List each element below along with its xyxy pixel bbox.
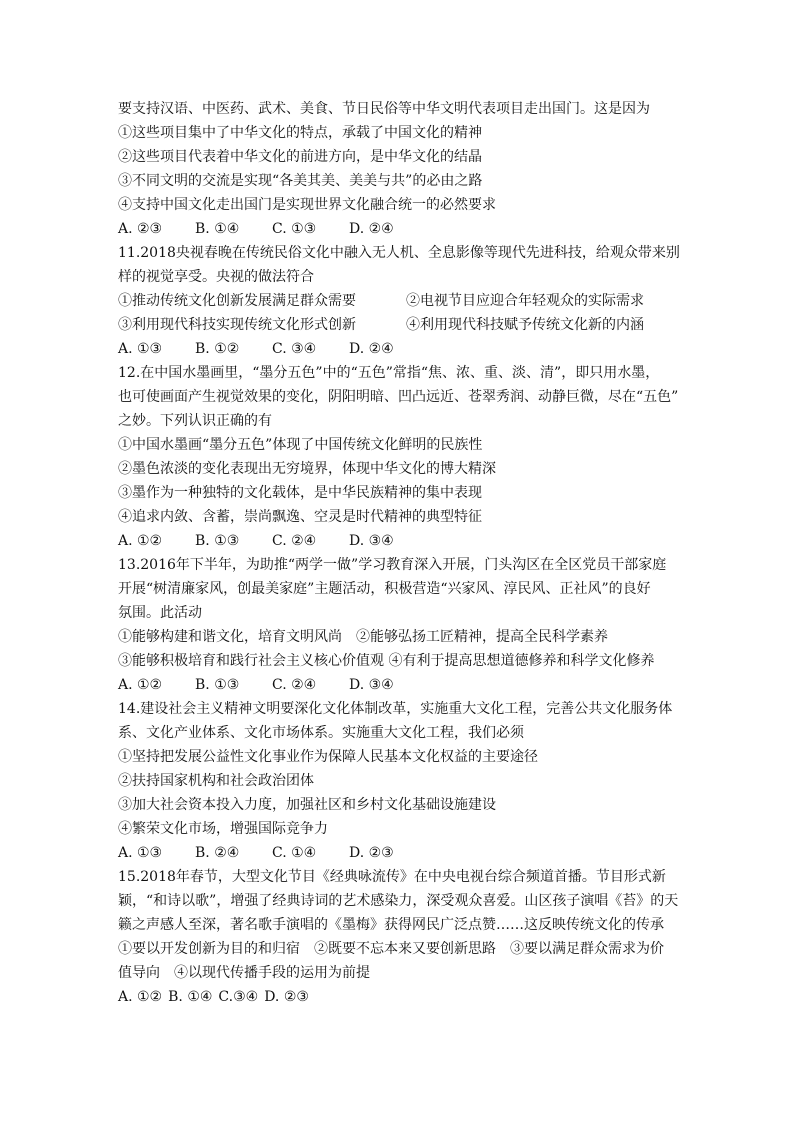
- q12-stem-line-1: 12.在中国水墨画里，“墨分五色”中的“五色”常指“焦、浓、重、淡、清”，即只用水墨，: [118, 365, 660, 381]
- q13-options: [118, 673, 678, 697]
- document-page: [118, 97, 678, 1009]
- q12-option-c: C. ②④: [272, 533, 317, 549]
- q14-options: [118, 841, 678, 865]
- q11-stem-line-1: 11.2018央视春晚在传统民俗文化中融入无人机、全息影像等现代先进科技，给观众带来别: [118, 245, 680, 261]
- q10-statement-1: ①这些项目集中了中华文化的特点，承载了中国文化的精神: [118, 125, 482, 141]
- q12-option-b: B. ①③: [195, 533, 240, 549]
- q11-stem-line-2: 样的视觉享受。央视的做法符合: [118, 269, 314, 285]
- q11-statement-2: ②电视节目应迎合年轻观众的实际需求: [406, 293, 644, 309]
- q15-statements-1-3: ①要以开发创新为目的和归宿 ②既要不忘本来又要创新思路 ③要以满足群众需求为价: [118, 941, 664, 957]
- q11-option-b: B. ①②: [195, 341, 240, 357]
- q12-statement-4: ④追求内敛、含蓄，崇尚飘逸、空灵是时代精神的典型特征: [118, 509, 482, 525]
- q14-statement-4: ④繁荣文化市场，增强国际竞争力: [118, 821, 328, 837]
- q14-option-b: B. ②④: [195, 845, 240, 861]
- q11-statements-row-2: [118, 313, 678, 337]
- q11-statement-3: ③利用现代科技实现传统文化形式创新: [118, 317, 356, 333]
- q15-option-c: C.③④: [218, 989, 259, 1005]
- q13-option-c: C. ②④: [272, 677, 317, 693]
- q14-option-c: C. ①④: [272, 845, 317, 861]
- q15-option-b: B. ①④: [168, 989, 213, 1005]
- q10-option-a: A. ②③: [118, 221, 163, 237]
- q11-statement-4: ④利用现代科技赋予传统文化新的内涵: [406, 317, 644, 333]
- q15-statement-4: 值导向 ④以现代传播手段的运用为前提: [118, 965, 370, 981]
- q10-statement-4: ④支持中国文化走出国门是实现世界文化融合统一的必然要求: [118, 197, 496, 213]
- q14-option-d: D. ②③: [349, 845, 394, 861]
- q10-stem: 要支持汉语、中医药、武术、美食、节日民俗等中华文明代表项目走出国门。这是因为: [118, 101, 650, 117]
- q12-statement-1: ①中国水墨画“墨分五色”体现了中国传统文化鲜明的民族性: [118, 437, 483, 453]
- q11-options: [118, 337, 678, 361]
- q12-stem-line-3: 之妙。下列认识正确的有: [118, 413, 272, 429]
- q15-option-a: A. ①②: [118, 989, 163, 1005]
- q15-options: [118, 985, 678, 1009]
- q12-stem-line-2: 也可使画面产生视觉效果的变化，阴阳明暗、凹凸远近、苍翠秀润、动静巨微，尽在“五色”: [118, 389, 679, 405]
- q13-stem-line-2: 开展“树清廉家风，创最美家庭”主题活动，积极营造“兴家风、淳民风、正社风”的良好: [118, 581, 651, 597]
- q13-option-d: D. ③④: [349, 677, 394, 693]
- q15-stem-line-1: 15.2018年春节，大型文化节目《经典咏流传》在中央电视台综合频道首播。节目形式新: [118, 869, 666, 885]
- q10-option-b: B. ①④: [195, 221, 240, 237]
- q10-options: [118, 217, 678, 241]
- q13-option-b: B. ①③: [195, 677, 240, 693]
- q13-statements-3-4: ③能够积极培育和践行社会主义核心价值观 ④有利于提高思想道德修养和科学文化修养: [118, 653, 655, 669]
- q11-statement-1: ①推动传统文化创新发展满足群众需要: [118, 293, 356, 309]
- q12-statement-3: ③墨作为一种独特的文化载体，是中华民族精神的集中表现: [118, 485, 482, 501]
- q11-statements-row-1: [118, 289, 678, 313]
- q15-stem-line-3: 籁之声感人至深，著名歌手演唱的《墨梅》获得网民广泛点赞……这反映传统文化的传承: [118, 917, 664, 933]
- q15-stem-line-2: 颖，“和诗以歌”，增强了经典诗词的艺术感染力，深受观众喜爱。山区孩子演唱《苔》的天: [118, 893, 679, 909]
- q14-option-a: A. ①③: [118, 845, 163, 861]
- q13-stem-line-1: 13.2016年下半年，为助推“两学一做”学习教育深入开展，门头沟区在全区党员干部家庭: [118, 557, 667, 573]
- q14-statement-3: ③加大社会资本投入力度，加强社区和乡村文化基础设施建设: [118, 797, 496, 813]
- q14-stem-line-1: 14.建设社会主义精神文明要深化文化体制改革，实施重大文化工程，完善公共文化服务体: [118, 701, 673, 717]
- q15-option-d: D. ②③: [264, 989, 309, 1005]
- q11-option-c: C. ③④: [272, 341, 317, 357]
- q13-statements-1-2: ①能够构建和谐文化，培育文明风尚 ②能够弘扬工匠精神，提高全民科学素养: [118, 629, 608, 645]
- q11-option-a: A. ①③: [118, 341, 163, 357]
- q10-statement-2: ②这些项目代表着中华文化的前进方向，是中华文化的结晶: [118, 149, 482, 165]
- q10-option-c: C. ①③: [272, 221, 317, 237]
- q12-option-a: A. ①②: [118, 533, 163, 549]
- q12-statement-2: ②墨色浓淡的变化表现出无穷境界，体现中华文化的博大精深: [118, 461, 496, 477]
- q14-stem-line-2: 系、文化产业体系、文化市场体系。实施重大文化工程，我们必须: [118, 725, 524, 741]
- q10-statement-3: ③不同文明的交流是实现“各美其美、美美与共”的必由之路: [118, 173, 483, 189]
- q13-option-a: A. ①②: [118, 677, 163, 693]
- q11-option-d: D. ②④: [349, 341, 394, 357]
- q10-option-d: D. ②④: [349, 221, 394, 237]
- q12-options: [118, 529, 678, 553]
- q14-statement-2: ②扶持国家机构和社会政治团体: [118, 773, 314, 789]
- q12-option-d: D. ③④: [349, 533, 394, 549]
- q13-stem-line-3: 氛围。此活动: [118, 605, 202, 621]
- q14-statement-1: ①坚持把发展公益性文化事业作为保障人民基本文化权益的主要途径: [118, 749, 538, 765]
